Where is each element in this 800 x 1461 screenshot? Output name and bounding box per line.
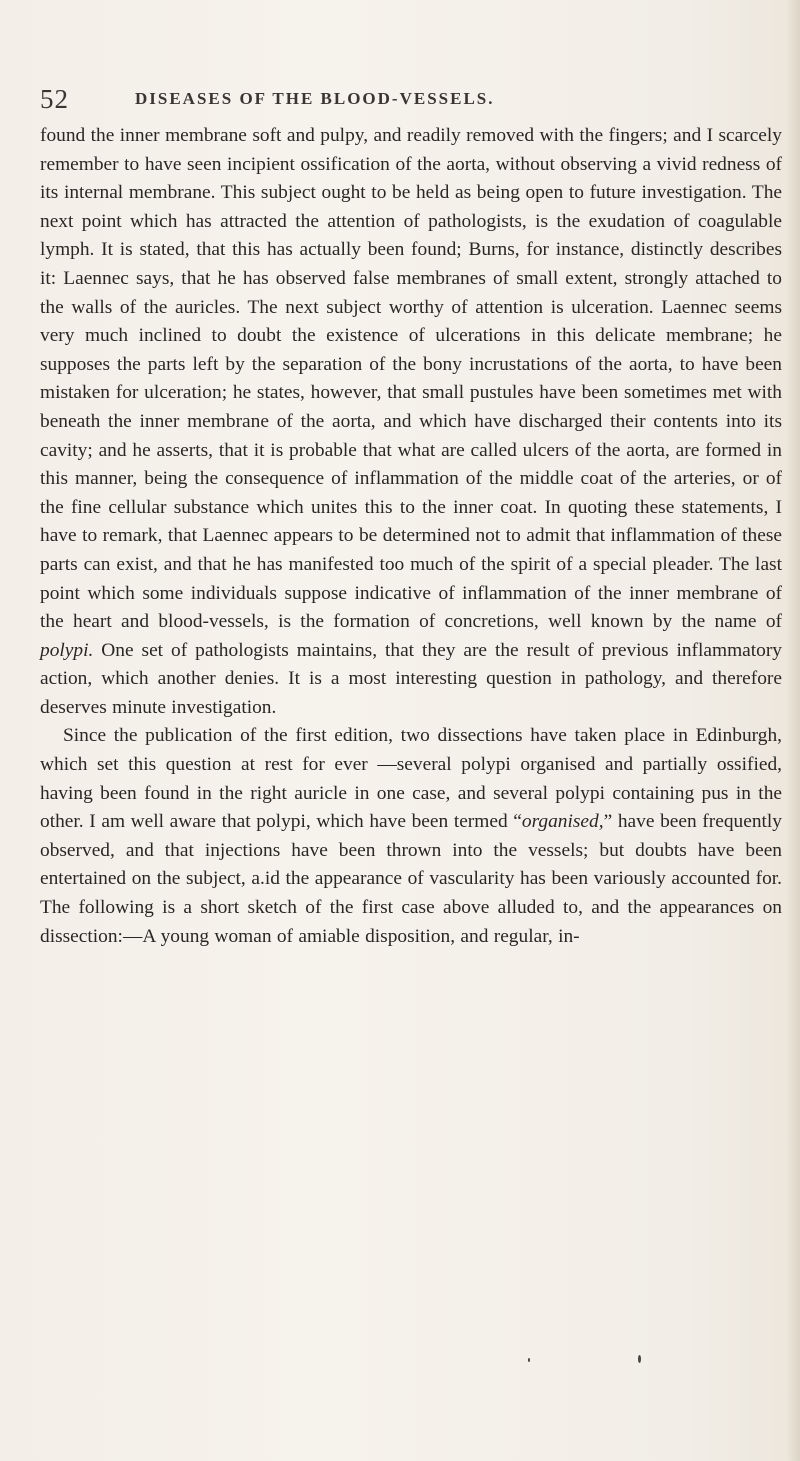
ink-speck [528,1358,530,1362]
ink-speck [638,1355,641,1363]
paragraph-2 [40,722,782,951]
paragraph-2-text: Since the publication of the first edition, two dissections have taken place in Edinburgh, which set this question at rest for ever —several polypi organised and partially ossified, having been found in the right auricle in one case, and several polypi containing pus in the other. I am well aware that polypi, which have been termed “ [40,725,782,833]
page-number: 52 [40,84,69,114]
page-edge-shadow [786,0,800,1461]
page-header [40,84,780,114]
paragraph-1 [40,122,782,722]
body-text [40,122,782,951]
running-head: DISEASES OF THE BLOOD-VESSELS. [135,89,495,108]
term-polypi: polypi. [40,639,94,661]
paragraph-1-text-end: One set of pathologists maintains, that they are the result of previous inflammatory action, which another denies. It is a most interesting question in pathology, and therefore deserves minute investigation. [40,639,782,718]
paragraph-1-text: found the inner membrane soft and pulpy, and readily removed with the fingers; and I scarcely remember to have seen incipient ossification of the aorta, without observing a vivid redness of its internal membrane. This subject ought to be held as being open to future investigation. The next point which has attracted the attention of pathologists, is the exudation of coagulable lymph. It is stated, that this has actually been found; Burns, for instance, distinctly describes it: Laennec says, that he has observed false membranes of small extent, strongly attached to the walls of the auricles. The next subject worthy of attention is ulceration. Laennec seems very much inclined to doubt the existence of ulcerations in this delicate membrane; he supposes the parts left by the separation of the bony incrustations of the aorta, to have been mistaken for ulceration; he states, however, that small pustules have been sometimes met with beneath the inner membrane of the aorta, and which have discharged their contents into its cavity; and he asserts, that it is probable that what are called ulcers of the aorta, are formed in this manner, being the consequence of inflammation of the middle coat of the arteries, or of the fine cellular substance which unites this to the inner coat. In quoting these statements, I have to remark, that Laennec appears to be determined not to admit that inflammation of these parts can exist, and that he has manifested too much of the spirit of a special pleader. The last point which some individuals suppose indicative of inflammation of the inner membrane of the heart and blood-vessels, is the formation of concretions, well known by the name of [40,125,782,633]
paragraph-2-text-end: ” have been frequently observed, and that injections have been thrown into the vessels; but doubts have been entertained on the subject, a.id the appearance of vascularity has been variously accounted for. The following is a short sketch of the first case above alluded to, and the appearances on dissection:—A young woman of amiable disposition, and regular, in- [40,811,782,947]
term-organised: organised, [521,811,604,833]
print-specks [520,1355,700,1375]
